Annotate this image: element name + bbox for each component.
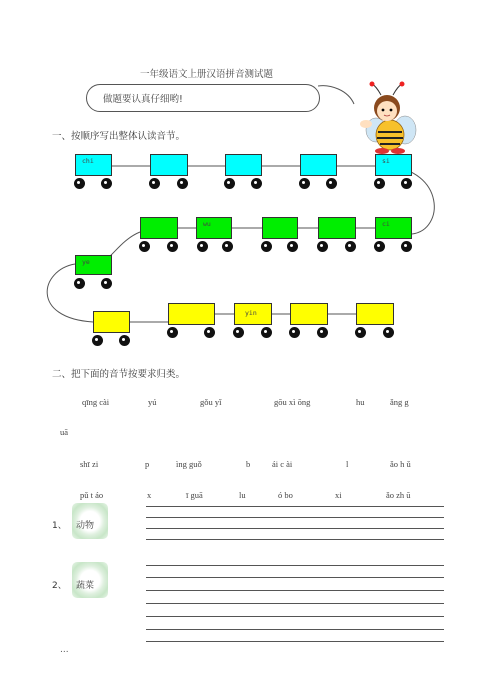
train-car-4 (300, 154, 337, 176)
wheel-icon (101, 178, 112, 189)
wheel-icon (261, 241, 272, 252)
wheel-icon (299, 178, 310, 189)
syllable: ǎng g (390, 397, 409, 407)
train-car-16 (356, 303, 394, 325)
syllable: hu (356, 397, 365, 407)
answer-line[interactable] (146, 641, 444, 642)
syllable: p (145, 459, 150, 469)
train-car-11 (75, 255, 112, 275)
train-car-7 (196, 217, 232, 239)
answer-line[interactable] (146, 528, 444, 529)
wheel-icon (383, 327, 394, 338)
answer-line[interactable] (146, 565, 444, 566)
syllable-row-3 (0, 490, 496, 502)
wheel-icon (401, 178, 412, 189)
answer-line[interactable] (146, 517, 444, 518)
section-1-heading: 一、按顺序写出整体认读音节。 (52, 131, 186, 142)
syllable: yú (148, 397, 157, 407)
wheel-icon (167, 241, 178, 252)
syllable: gōu xì ōng (274, 397, 311, 407)
section-2-heading: 二、把下面的音节按要求归类。 (52, 369, 186, 380)
train-car-2 (150, 154, 188, 176)
wheel-icon (317, 241, 328, 252)
syllable: shī zi (80, 459, 99, 469)
wheel-icon (92, 335, 103, 346)
bubble-text: 做题要认真仔细哟! (103, 94, 183, 105)
train-car-12 (93, 311, 130, 333)
train-car-label: ci (382, 220, 390, 228)
train-car-10 (375, 217, 412, 239)
answer-line[interactable] (146, 629, 444, 630)
syllable: ǎo zh ū (386, 490, 411, 500)
wheel-icon (204, 327, 215, 338)
wheel-icon (401, 241, 412, 252)
wheel-icon (251, 178, 262, 189)
answer-line[interactable] (146, 616, 444, 617)
syllable-row-2 (0, 459, 496, 471)
train-car-8 (262, 217, 298, 239)
syllable: b (246, 459, 251, 469)
train-car-3 (225, 154, 262, 176)
wheel-icon (326, 178, 337, 189)
wheel-icon (177, 178, 188, 189)
wheel-icon (233, 327, 244, 338)
answer-line[interactable] (146, 590, 444, 591)
wheel-icon (355, 327, 366, 338)
wheel-icon (139, 241, 150, 252)
syllable: pǔ t áo (80, 490, 104, 500)
syllable: ī guā (186, 490, 203, 500)
train-car-label: si (382, 157, 390, 165)
wheel-icon (374, 241, 385, 252)
syllable: ó bo (278, 490, 293, 500)
wheel-icon (197, 241, 208, 252)
train-car-label: wu (203, 220, 211, 228)
train-car-label: yin (245, 309, 257, 317)
train-car-9 (318, 217, 356, 239)
answer-line[interactable] (146, 539, 444, 540)
syllable: qīng cài (82, 397, 110, 407)
syllable: xi (335, 490, 342, 500)
train-car-1 (75, 154, 112, 176)
syllable: gǒu yǐ (200, 397, 222, 407)
syllable: x (147, 490, 152, 500)
wheel-icon (289, 327, 300, 338)
train-car-15 (290, 303, 328, 325)
train-car-13 (168, 303, 215, 325)
wheel-icon (287, 241, 298, 252)
wheel-icon (167, 327, 178, 338)
answer-line[interactable] (146, 577, 444, 578)
wheel-icon (149, 178, 160, 189)
wheel-icon (224, 178, 235, 189)
syllable: l (346, 459, 349, 469)
syllable: uā (60, 427, 69, 437)
answer-line[interactable] (146, 603, 444, 604)
train-car-5 (375, 154, 412, 176)
wheel-icon (74, 178, 85, 189)
train-car-label: ye (82, 258, 90, 266)
syllable: ǎo h ǔ (390, 459, 411, 469)
syllable-row-1 (0, 397, 496, 409)
wheel-icon (261, 327, 272, 338)
page-title: 一年级语文上册汉语拼音测试题 (140, 69, 274, 80)
wheel-icon (74, 278, 85, 289)
train-car-label: chi (82, 157, 94, 165)
wheel-icon (345, 241, 356, 252)
wheel-icon (374, 178, 385, 189)
footer-dots: ... (60, 645, 69, 655)
syllable-row-1-wrap (0, 427, 496, 439)
answer-line[interactable] (146, 506, 444, 507)
category-number: 2、 (52, 581, 67, 591)
category-number: 1、 (52, 521, 67, 531)
syllable: ìng guǒ (176, 459, 202, 469)
wheel-icon (222, 241, 233, 252)
train-car-14 (234, 303, 272, 325)
wheel-icon (119, 335, 130, 346)
wheel-icon (317, 327, 328, 338)
category-name: 动物 (76, 521, 95, 531)
wheel-icon (101, 278, 112, 289)
category-name: 蔬菜 (76, 581, 95, 591)
syllable: ái c ài (272, 459, 293, 469)
train-car-6 (140, 217, 178, 239)
syllable: lu (239, 490, 246, 500)
